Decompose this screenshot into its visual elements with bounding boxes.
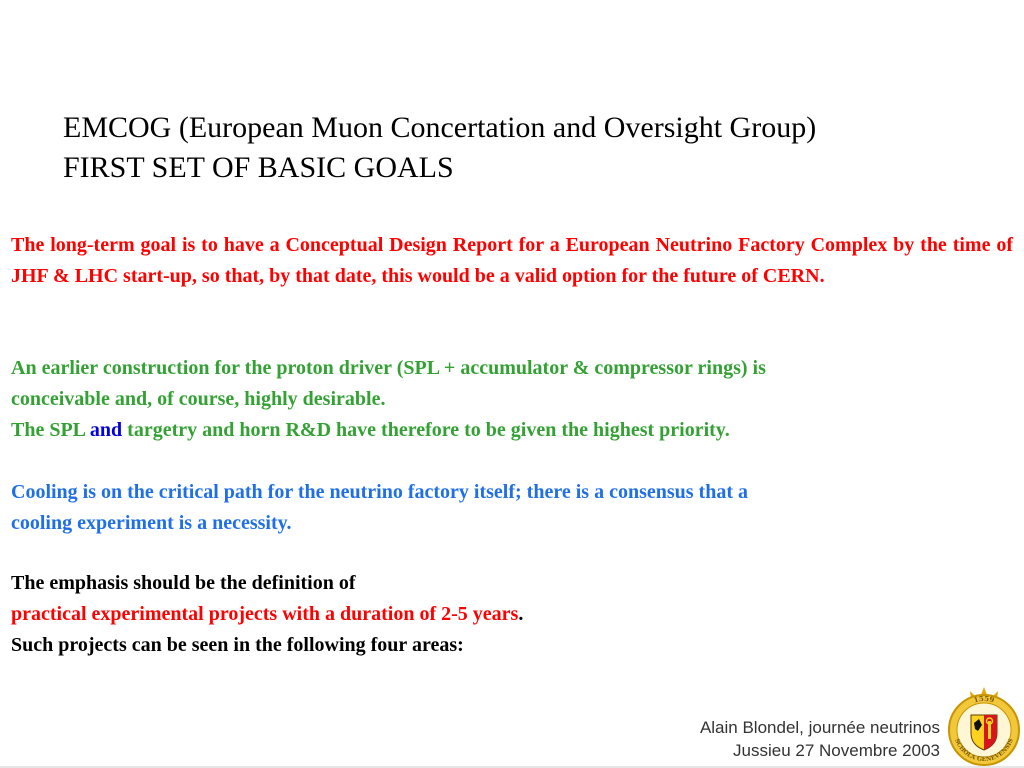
proton-driver-line-2: conceivable and, of course, highly desirable. (11, 388, 386, 410)
long-term-goal-paragraph: The long-term goal is to have a Conceptual Design Report for a European Neutrino Factory Complex by the time of JHF & LHC start-up, so that, by that date, this would be a valid option for the future of CERN. (11, 234, 1013, 287)
spl-prefix: The SPL (11, 419, 85, 441)
cooling-paragraph (11, 477, 1013, 539)
spl-priority-line (11, 415, 1013, 446)
title-line-1: EMCOG (European Muon Concertation and Oversight Group) (63, 111, 817, 144)
cooling-line-2: cooling experiment is a necessity. (11, 512, 292, 534)
proton-driver-line-1: An earlier construction for the proton driver (SPL + accumulator & compressor rings) is (11, 357, 766, 379)
crest-ring-top-text: 1559 (972, 693, 996, 705)
proton-driver-paragraph (11, 353, 1013, 446)
spl-suffix: targetry and horn R&D have therefore to be given the highest priority. (127, 419, 730, 441)
cooling-line-1: Cooling is on the critical path for the neutrino factory itself; there is a consensus that a (11, 481, 748, 503)
emphasis-period: . (518, 603, 524, 625)
footer-venue: Jussieu 27 Novembre 2003 (733, 741, 940, 760)
emphasis-projects-text: practical experimental projects with a duration of 2-5 years (11, 603, 519, 625)
slide-title (63, 108, 1013, 188)
emphasis-line-2 (11, 599, 1013, 630)
slide-footer (700, 716, 940, 762)
emphasis-line-3: Such projects can be seen in the following four areas: (11, 634, 464, 656)
spl-and-word: and (89, 419, 123, 441)
emphasis-line-1: The emphasis should be the definition of (11, 572, 356, 594)
title-line-2: FIRST SET OF BASIC GOALS (63, 151, 454, 184)
footer-author: Alain Blondel, journée neutrinos (699, 718, 940, 737)
crest-ring-bottom-text: SCHOLA GENEVENSIS (953, 737, 1015, 764)
university-crest-icon (944, 685, 1024, 768)
emphasis-paragraph (11, 568, 1013, 661)
